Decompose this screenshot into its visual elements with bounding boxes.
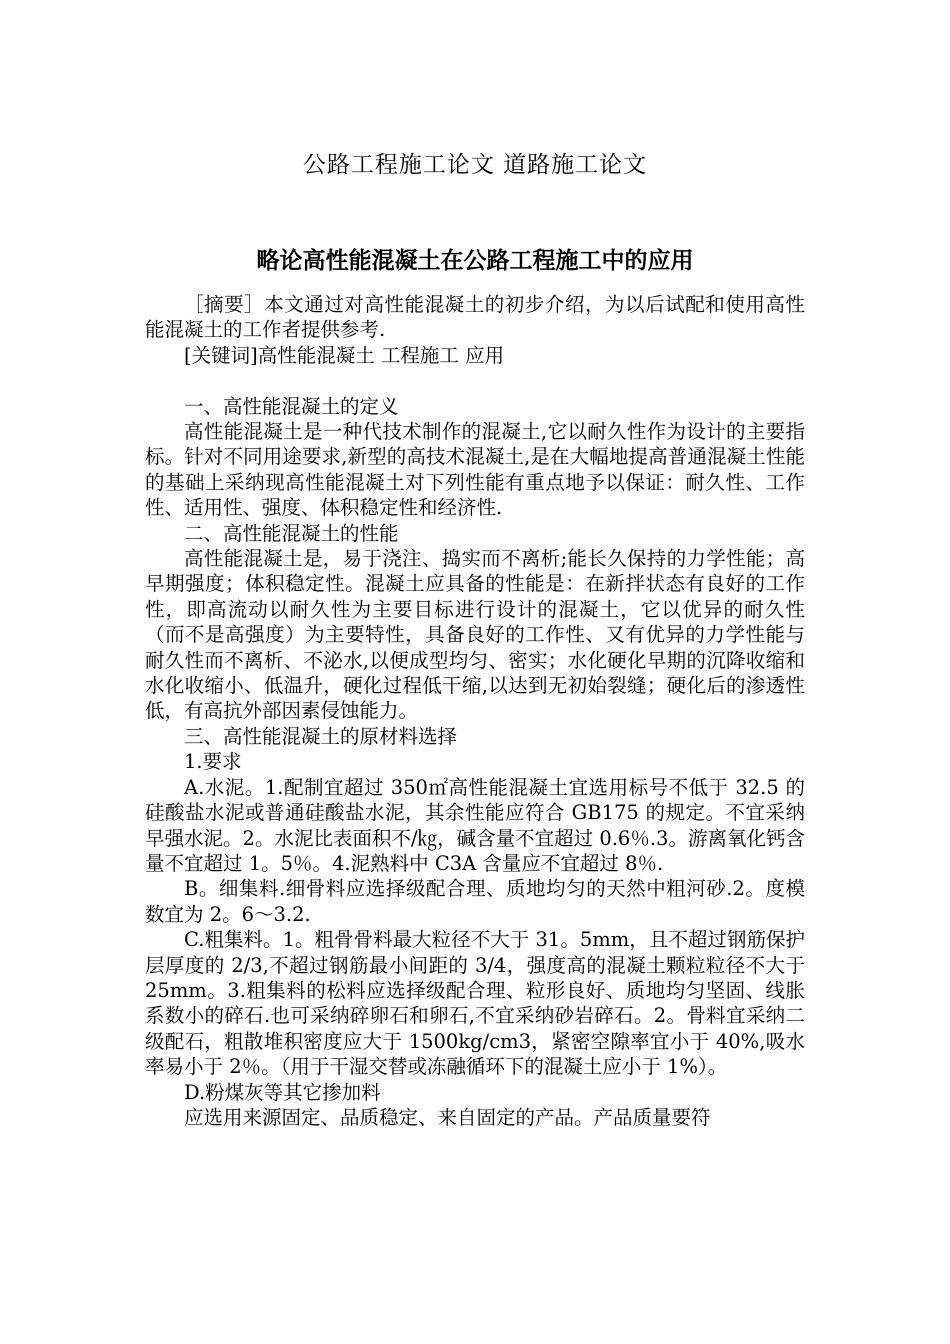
section-heading: 三、高性能混凝土的原材料选择 [184, 724, 458, 748]
body-paragraph: 高性能混凝土是，易于浇注、捣实而不离析;能长久保持的力学性能；高早期强度；体积稳定性。混凝土应具备的性能是：在新拌状态有良好的工作性，即高流动以耐久性为主要目标进行设计的混凝土，它以优异的耐久性（而不是高强度）为主要特性，具备良好的工作性、又有优异的力学性能与耐久性而不离析、不泌水,以便成型均匀、密实；水化硬化早期的沉降收缩和水化收缩小、低温升，硬化过程低干缩,以达到无初始裂缝；硬化后的渗透性低，有高抗外部因素侵蚀能力。 [145, 547, 805, 723]
main-title: 略论高性能混凝土在公路工程施工中的应用 [256, 248, 694, 274]
subsection-heading: D.粉煤灰等其它掺加料 [184, 1080, 381, 1104]
abstract-paragraph: ［摘要］本文通过对高性能混凝土的初步介绍，为以后试配和使用高性能混凝土的工作者提供参考. [145, 293, 805, 342]
header-title: 公路工程施工论文 道路施工论文 [302, 152, 648, 178]
subsection-heading: 1.要求 [184, 750, 242, 774]
body-paragraph: B。细集料.细骨料应选择级配合理、质地均匀的天然中粗河砂.2。度模数宜为 2。6～3.2. [145, 877, 805, 926]
section-heading: 一、高性能混凝土的定义 [184, 394, 399, 418]
body-paragraph: A.水泥。1.配制宜超过 350㎡高性能混凝土宜选用标号不低于 32.5 的硅酸盐水泥或普通硅酸盐水泥，其余性能应符合 GB175 的规定。不宜采纳早强水泥。2。水泥比表面积不/㎏，碱含量不宜超过 0.6％.3。游离氧化钙含量不宜超过 1。5％。4.泥熟料中 C3A 含量应不宜超过 8％. [145, 775, 805, 875]
body-paragraph: 高性能混凝土是一种代技术制作的混凝土,它以耐久性作为设计的主要指标。针对不同用途要求,新型的高技术混凝土,是在大幅地提高普通混凝土性能的基础上采纳现高性能混凝土对下列性能有重点地予以保证：耐久性、工作性、适用性、强度、体积稳定性和经济性. [145, 420, 805, 520]
body-paragraph: 应选用来源固定、品质稳定、来自固定的产品。产品质量要符 [184, 1105, 711, 1129]
keywords-paragraph: [关键词]高性能混凝土 工程施工 应用 [184, 343, 505, 367]
document-body [145, 292, 805, 1130]
body-paragraph: C.粗集料。1。粗骨骨料最大粒径不大于 31。5mm，且不超过钢筋保护层厚度的 2/3,不超过钢筋最小间距的 3/4，强度高的混凝土颗粒粒径不大于 25mm。3.粗集料的松料应选择级配合理、粒形良好、质地均匀坚固、线胀系数小的碎石.也可采纳碎卵石和卵石,不宜采纳砂岩碎石。2。骨料宜采纳二级配石，粗散堆积密度应大于 1500kg/cm3，紧密空隙率宜小于 40%,吸水率易小于 2％。（用于干湿交替或冻融循环下的混凝土应小于 1%）。 [145, 928, 805, 1079]
section-heading: 二、高性能混凝土的性能 [184, 521, 399, 545]
